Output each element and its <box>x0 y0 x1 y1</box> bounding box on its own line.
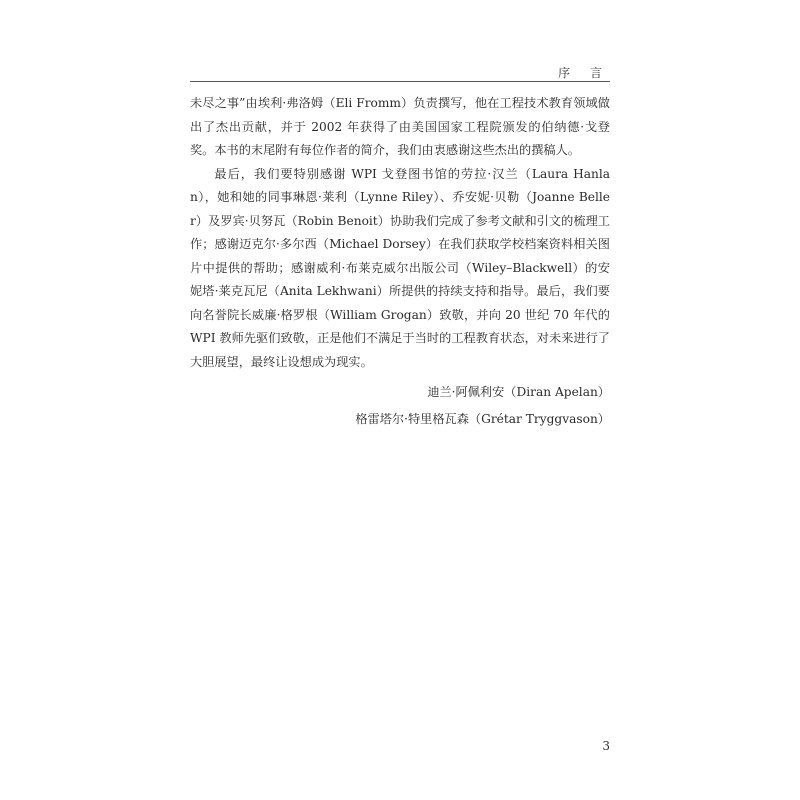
paragraph-1: 未尽之事”由埃利·弗洛姆（Eli Fromm）负责撰写，他在工程技术教育领域做出了杰出贡献，并于 2002 年获得了由美国国家工程院颁发的伯纳德·戈登奖。本书的末尾附有每位作者的简介，我们由衷感谢这些杰出的撰稿人。 <box>190 96 610 157</box>
running-header: 序 言 <box>558 66 610 80</box>
page-number: 3 <box>602 739 610 753</box>
paragraph-2: 最后，我们要特别感谢 WPI 戈登图书馆的劳拉·汉兰（Laura Hanlan），她和她的同事琳恩·莱利（Lynne Riley）、乔安妮·贝勒（Joanne Beller）及罗宾·贝努瓦（Robin Benoit）协助我们完成了参考文献和引文的梳理工作；感谢迈克尔·多尔西（Michael Dorsey）在我们获取学校档案资料相关图片中提供的帮助；感谢威利·布莱克威尔出版公司（Wiley–Blackwell）的安妮塔·莱克瓦尼（Anita Lekhwani）所提供的持续支持和指导。最后，我们要向名誉院长威廉·格罗根（William Grogan）致敬，并向 20 世纪 70 年代的 WPI 教师先驱们致敬，正是他们不满足于当时的工程教育状态，对未来进行了大胆展望，最终让设想成为现实。 <box>190 166 610 369</box>
signature-block <box>355 379 610 433</box>
signature-author-1: 迪兰·阿佩利安（Diran Apelan） <box>427 385 610 399</box>
signature-author-2: 格雷塔尔·特里格瓦森（Grétar Tryggvason） <box>355 412 610 426</box>
body-text <box>190 92 610 374</box>
header-rule <box>190 81 610 82</box>
